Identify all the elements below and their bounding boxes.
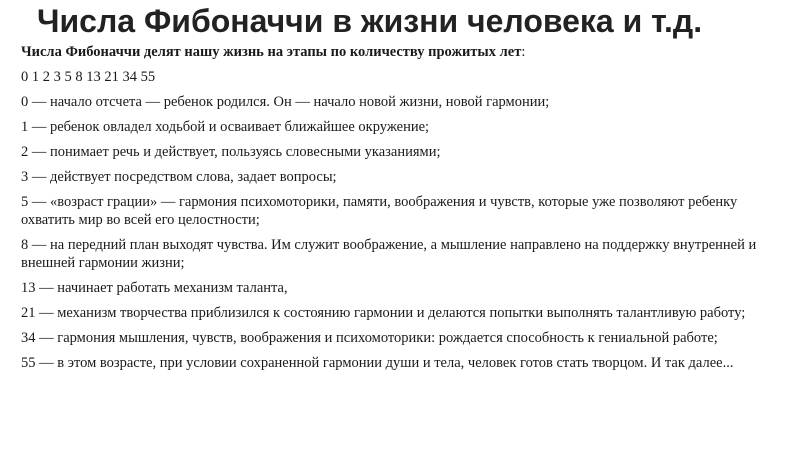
age-stage-34: 34 — гармония мышления, чувств, воображения и психомоторики: рождается способность к гениальной работе;	[21, 330, 718, 346]
age-stage-2: 2 — понимает речь и действует, пользуясь словесными указаниями;	[21, 144, 441, 160]
age-stage-8: 8 — на передний план выходят чувства. Им служит воображение, а мышление направлено на поддержку внутренней и внешней гармонии жизни;	[21, 237, 757, 271]
slide-title: Числа Фибоначчи в жизни человека и т.д.	[37, 3, 703, 39]
age-stage-0: 0 — начало отсчета — ребенок родился. Он — начало новой жизни, новой гармонии;	[21, 94, 550, 110]
age-stage-21: 21 — механизм творчества приблизился к состоянию гармонии и делаются попытки выполнять талантливую работу;	[21, 305, 746, 321]
intro-colon: :	[521, 44, 526, 60]
fibonacci-sequence: 0 1 2 3 5 8 13 21 34 55	[21, 69, 156, 85]
intro-paragraph	[21, 43, 791, 61]
age-stage-55: 55 — в этом возрасте, при условии сохраненной гармонии души и тела, человек готов стать творцом. И так далее...	[21, 355, 734, 371]
age-stage-13: 13 — начинает работать механизм таланта,	[21, 280, 288, 296]
age-stage-list	[21, 93, 791, 372]
age-stage-1: 1 — ребенок овладел ходьбой и осваивает ближайшее окружение;	[21, 119, 430, 135]
intro-bold-text: Числа Фибоначчи делят нашу жизнь на этапы по количеству прожитых лет	[21, 44, 522, 60]
age-stage-5: 5 — «возраст грации» — гармония психомоторики, памяти, воображения и чувств, которые уже позволяют ребенку охватить мир во всей его целостности;	[21, 194, 738, 228]
age-stage-3: 3 — действует посредством слова, задает вопросы;	[21, 169, 337, 185]
slide-body	[21, 43, 791, 379]
